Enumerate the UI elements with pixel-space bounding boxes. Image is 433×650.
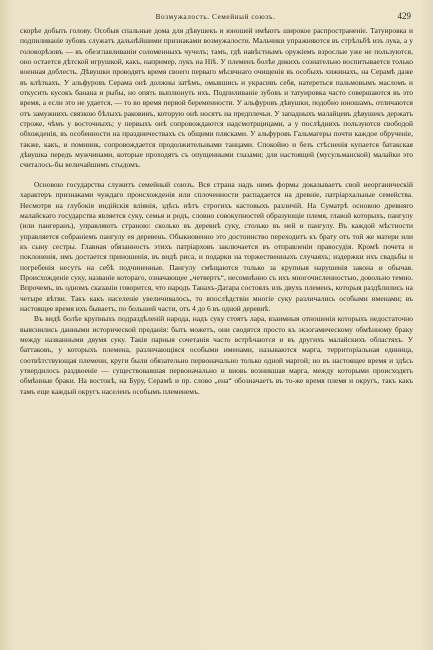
page-header (20, 11, 411, 23)
running-title: Возмужалость. Семейный союзъ. (155, 13, 276, 21)
page-number: 429 (397, 11, 411, 21)
paragraph: Въ видѣ болѣе крупныхъ подраздѣленій народа, надъ суку стоятъ лара, взаимныя отношенія которыхъ недостаточно выяснились данными исторической преданія: быть можетъ, они сводятся просто къ экзогамическому обмѣнному браку между названными двумя суку. Такія парныя сочетанія часто встрѣчаются и въ другихъ малайскихъ областяхъ. У баттаковъ, у которыхъ племена, различающіяся особыми именами, называются марга, территоріальная единица, соотвѣтствующая племени, круги были обязательно первоначально только одной маргой; но въ настоящее время и здѣсь утвердилось раздвоеніе — существовавшая первоначально и вновь возникшая марга, между которыми происходятъ обмѣнные браки. На востокѣ, на Буру, Серамѣ и пр. слово „ена“ обозначаетъ въ то-же время племя и округъ, такъ какъ тамъ еще каждый округъ населенъ особымъ племенемъ. (20, 314, 413, 396)
paragraph: скорѣе добыть голову. Особыя спальные дома для дѣвушекъ и юношей имѣютъ широкое распространеніе. Татуировка и подпиливаніе зубовъ служатъ дальнѣйшими признаками возмужалости. Мальчики упражняются въ стрѣльбѣ изъ лука, а у головорѣзовъ — въ обезглавливаніи соломенныхъ чучелъ; тамъ, гдѣ навѣстнымъ оружіемъ взрослые уже не пользуются, оно остается дѣтской игрушкой, какъ, например, лукъ на Ніѣ. У племенъ болѣе дикихъ сознательно воспитывается только военная доблесть. Дѣвушки проводятъ время своего перваго мѣсячнаго очищенія въ особыхъ хижинахъ, на Серамѣ даже въ клѣткахъ. У альфуровъ Серама онѣ должны затѣмъ, омывшись и украсивъ себя, натереться пальмовымъ масломъ и откусить кусокъ банана и рыбы, но опять выплюнуть ихъ. Подпиливаніе зубовъ и татуировка часто совершаются въ это время, а если это не удается, — то во время первой беременности. У альфуровъ дѣвушки, подобно юношамъ, отличаются отъ замужнихъ связкою бѣлыхъ раковинъ, которую онѣ носятъ на предплечьи. У западныхъ малайцевъ дѣвушекъ держатъ строже, чѣмъ у восточныхъ; у первыхъ онѣ сопровождаются надсмотрщицами, а у послѣднихъ пользуются свободой обхожденія, въ особенности на праздничествахъ съ общими плясками. У альфуровъ Гальмагеры почти каждое обрученіе, также, какъ, и помнинк, сопровождается продолжительными танцами. Спокойно и безъ стѣсненія купается батакская дѣвушка передъ мужчинами, которые проходятъ съ опущенными глазами; для настоящей (мусульманской) малайки это считалось-бы величайшимъ стыдомъ. (20, 26, 413, 170)
paragraph: Основою государства служитъ семейный союзъ. Вся страна надъ нимъ формы доказываетъ свой неорганическій характеръ признаками чуждаго происхожденія или сплоченности распадается на древніе, патріархальные семейства. Несмотря на глубокія индійскія вліянія, здѣсь нѣтъ строгихъ кастовыхъ различій. На Суматрѣ основою древняго малайскаго государства является суку, семья и родъ, словно совокупностей образующіе племя, главой которыхъ, пангулу (или пангеранъ), управляютъ страною: сколько въ деревнѣ суку, столько въ ней и пангулу. Въ каждой мѣстности управляется собраніемъ пангулу ея деревень. Обыкновенно это достоинство переходитъ къ брату отъ той же матери или къ сыну сестры. Главная обязанность этихъ патріарховъ заключается въ отправленіи правосудія. Кромѣ почета и поклоненія, имъ достается приношенія, въ видѣ риса, и подарки на торжественныхъ случаяхъ; издержки ихъ свадьбы и погребенія несутъ на себѣ подчиненные. Пангулу смѣщаются только за крупныя нарушенія закона и обычая. Происхожденіе суку, названіе котораго, означающее „четвертъ“, несомнѣнно съ ихъ многочисленностью, довольно темно. Впрочемъ, въ одномъ сказаніи говорится, что народъ Танахъ-Датара состоялъ изъ двухъ племенъ, которыя раздѣлились на четыре вѣтви. Такъ какъ населеніе увеличивалось, то впослѣдствіи многіе суку различались особыми именами; въ настоящее время ихъ бываетъ, по большей части, отъ 4 до 6 въ одной деревнѣ. (20, 179, 413, 313)
paragraph-gap (20, 171, 413, 180)
